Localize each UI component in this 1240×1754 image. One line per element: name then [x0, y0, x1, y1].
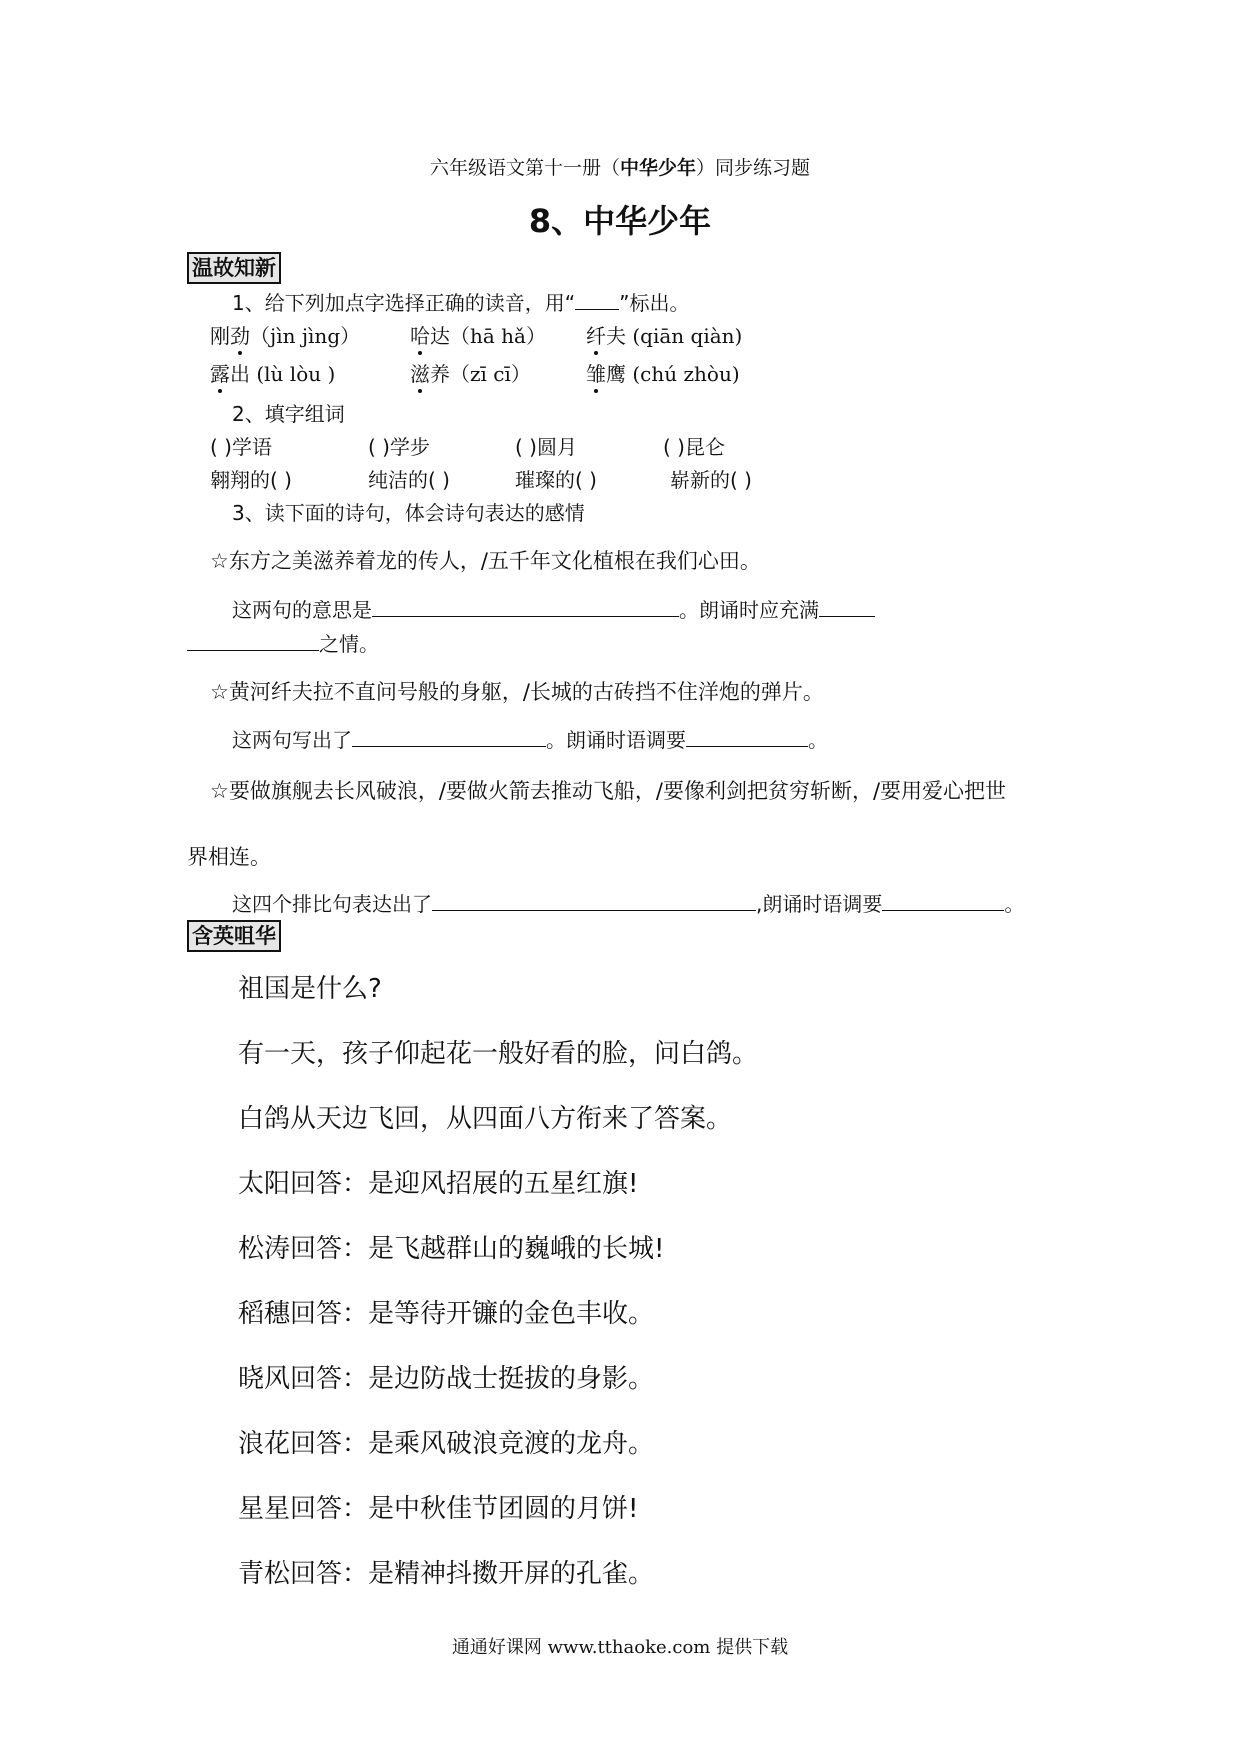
poem-line-3-cont: 界相连。 — [187, 845, 271, 869]
reading-line: 松涛回答：是飞越群山的巍峨的长城! — [238, 1234, 665, 1264]
answer-blank — [882, 892, 1004, 911]
reading-line: 浪花回答：是乘风破浪竞渡的龙舟。 — [238, 1429, 655, 1459]
reading-line: 稻穗回答：是等待开镰的金色丰收。 — [238, 1299, 655, 1329]
poem-answer-1: 这两句的意思是 。朗诵时应充满 — [232, 594, 875, 623]
reading-line: 太阳回答：是迎风招展的五星红旗! — [238, 1169, 639, 1199]
fill-item: ( )学步 — [368, 435, 430, 459]
fill-item: ( )昆仑 — [663, 435, 725, 459]
poem-line-3: ☆要做旗舰去长风破浪，/要做火箭去推动飞船，/要像利剑把贫穷斩断，/要用爱心把世 — [210, 779, 1007, 803]
pinyin-item-3: 纤夫 (qiān qiàn) — [586, 320, 742, 349]
section-label-reading: 含英咀华 — [187, 920, 281, 952]
reading-line: 晓风回答：是边防战士挺拔的身影。 — [238, 1364, 655, 1394]
poem-answer-2: 这两句写出了 。朗诵时语调要 。 — [232, 728, 828, 752]
answer-blank — [352, 728, 546, 747]
poem-line-1: ☆东方之美滋养着龙的传人，/五千年文化植根在我们心田。 — [210, 549, 761, 573]
fill-item: 纯洁的( ) — [368, 468, 450, 492]
reading-line: 有一天，孩子仰起花一般好看的脸，问白鸽。 — [238, 1039, 759, 1069]
answer-blank — [686, 728, 808, 747]
poem-answer-3: 这四个排比句表达出了 ,朗诵时语调要 。 — [232, 892, 1025, 916]
pinyin-item-1: 刚劲（jìn jìng） — [210, 320, 360, 349]
pinyin-item-4: 露出 (lù lòu ) — [210, 358, 335, 387]
fill-item: 璀璨的( ) — [515, 468, 597, 492]
poem-answer-1-cont: 之情。 — [187, 628, 379, 657]
reading-line: 白鸽从天边飞回，从四面八方衔来了答案。 — [238, 1104, 733, 1134]
poem-line-2: ☆黄河纤夫拉不直问号般的身躯，/长城的古砖挡不住洋炮的弹片。 — [210, 680, 824, 704]
fill-item: 崭新的( ) — [670, 468, 752, 492]
answer-blank — [187, 632, 319, 651]
question-2: 2、填字组词 — [232, 402, 345, 426]
fill-item: ( )圆月 — [515, 435, 577, 459]
answer-blank — [819, 598, 875, 617]
document-header: 六年级语文第十一册（中华少年）同步练习题 — [429, 157, 811, 179]
pinyin-item-2: 哈达（hā hǎ） — [410, 320, 546, 349]
page-footer: 通通好课网 www.tthaoke.com 提供下载 — [451, 1637, 789, 1658]
question-1: 1、给下列加点字选择正确的读音，用“ ”标出。 — [232, 291, 690, 315]
answer-blank — [372, 598, 679, 617]
pinyin-item-6: 雏鹰 (chú zhòu) — [586, 358, 740, 387]
question-3: 3、读下面的诗句，体会诗句表达的感情 — [232, 501, 585, 525]
fill-item: ( )学语 — [210, 435, 272, 459]
answer-blank — [432, 892, 756, 911]
reading-line: 青松回答：是精神抖擞开屏的孔雀。 — [238, 1559, 655, 1589]
reading-line: 祖国是什么? — [238, 974, 382, 1004]
lesson-title: 8、中华少年 — [528, 202, 712, 240]
answer-blank — [575, 291, 619, 310]
pinyin-item-5: 滋养（zī cī） — [410, 358, 531, 387]
fill-item: 翱翔的( ) — [210, 468, 292, 492]
reading-line: 星星回答：是中秋佳节团圆的月饼! — [238, 1494, 639, 1524]
section-label-review: 温故知新 — [187, 252, 281, 284]
